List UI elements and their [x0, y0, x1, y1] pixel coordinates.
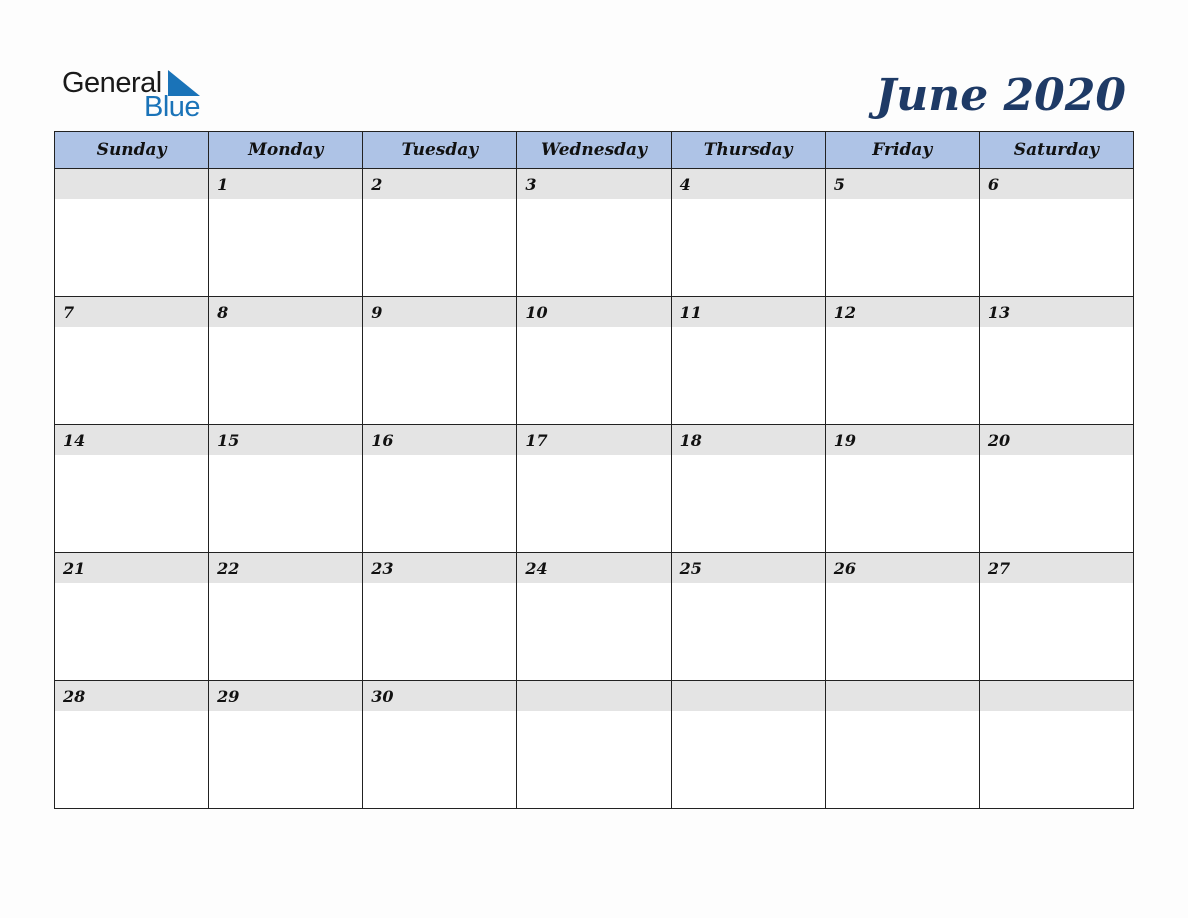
week-row: [55, 297, 1134, 425]
month-title: June 2020: [875, 70, 1126, 121]
day-number: 22: [209, 553, 362, 583]
day-cell: [363, 297, 517, 425]
day-number: 3: [517, 169, 670, 199]
day-number: 30: [363, 681, 516, 711]
weekday-header: Friday: [825, 132, 979, 169]
day-cell: [979, 169, 1133, 297]
day-number: 8: [209, 297, 362, 327]
day-cell: [825, 553, 979, 681]
day-number: 20: [980, 425, 1133, 455]
day-number: 4: [672, 169, 825, 199]
day-cell: [517, 297, 671, 425]
day-cell: [825, 681, 979, 809]
day-cell: [671, 425, 825, 553]
weekday-header: Monday: [209, 132, 363, 169]
day-number: 13: [980, 297, 1133, 327]
weekday-header: Tuesday: [363, 132, 517, 169]
day-cell: [55, 297, 209, 425]
day-cell: [517, 681, 671, 809]
day-number: 2: [363, 169, 516, 199]
day-cell: [825, 169, 979, 297]
day-cell: [671, 169, 825, 297]
day-number: 16: [363, 425, 516, 455]
weekday-header: Wednesday: [517, 132, 671, 169]
day-number: 18: [672, 425, 825, 455]
logo-text-blue: Blue: [144, 91, 201, 123]
day-cell: [979, 681, 1133, 809]
day-cell: [671, 553, 825, 681]
day-cell: [825, 425, 979, 553]
day-number: 12: [826, 297, 979, 327]
day-cell: [209, 169, 363, 297]
day-number: [517, 681, 670, 711]
day-number: 19: [826, 425, 979, 455]
day-number: 15: [209, 425, 362, 455]
day-number: 26: [826, 553, 979, 583]
day-number: 9: [363, 297, 516, 327]
week-row: [55, 169, 1134, 297]
day-cell: [517, 169, 671, 297]
weekday-header-row: [55, 132, 1134, 169]
day-number: 14: [55, 425, 208, 455]
day-number: 24: [517, 553, 670, 583]
day-cell: [209, 297, 363, 425]
day-number: [55, 169, 208, 199]
day-cell: [517, 553, 671, 681]
day-number: 27: [980, 553, 1133, 583]
calendar-grid: [54, 131, 1134, 809]
day-number: 25: [672, 553, 825, 583]
day-cell: [671, 681, 825, 809]
day-cell: [363, 425, 517, 553]
day-cell: [363, 169, 517, 297]
weekday-header: Saturday: [979, 132, 1133, 169]
day-number: 23: [363, 553, 516, 583]
day-cell: [825, 297, 979, 425]
day-cell: [209, 553, 363, 681]
day-number: 10: [517, 297, 670, 327]
day-number: [672, 681, 825, 711]
day-number: 7: [55, 297, 208, 327]
day-number: 21: [55, 553, 208, 583]
day-number: 6: [980, 169, 1133, 199]
day-number: 17: [517, 425, 670, 455]
general-blue-logo: [62, 66, 212, 122]
day-number: [980, 681, 1133, 711]
week-row: [55, 425, 1134, 553]
day-cell: [979, 553, 1133, 681]
day-number: 1: [209, 169, 362, 199]
day-number: 29: [209, 681, 362, 711]
day-cell: [209, 681, 363, 809]
day-number: [826, 681, 979, 711]
day-cell: [517, 425, 671, 553]
week-row: [55, 553, 1134, 681]
day-cell: [671, 297, 825, 425]
day-cell: [979, 297, 1133, 425]
day-cell: [363, 681, 517, 809]
day-number: 11: [672, 297, 825, 327]
day-cell: [979, 425, 1133, 553]
logo-text-general: General: [62, 67, 162, 99]
day-number: 5: [826, 169, 979, 199]
day-cell: [363, 553, 517, 681]
day-cell: [55, 681, 209, 809]
weekday-header: Thursday: [671, 132, 825, 169]
day-number: 28: [55, 681, 208, 711]
day-cell: [55, 169, 209, 297]
day-cell: [55, 553, 209, 681]
day-cell: [55, 425, 209, 553]
day-cell: [209, 425, 363, 553]
week-row: [55, 681, 1134, 809]
weekday-header: Sunday: [55, 132, 209, 169]
